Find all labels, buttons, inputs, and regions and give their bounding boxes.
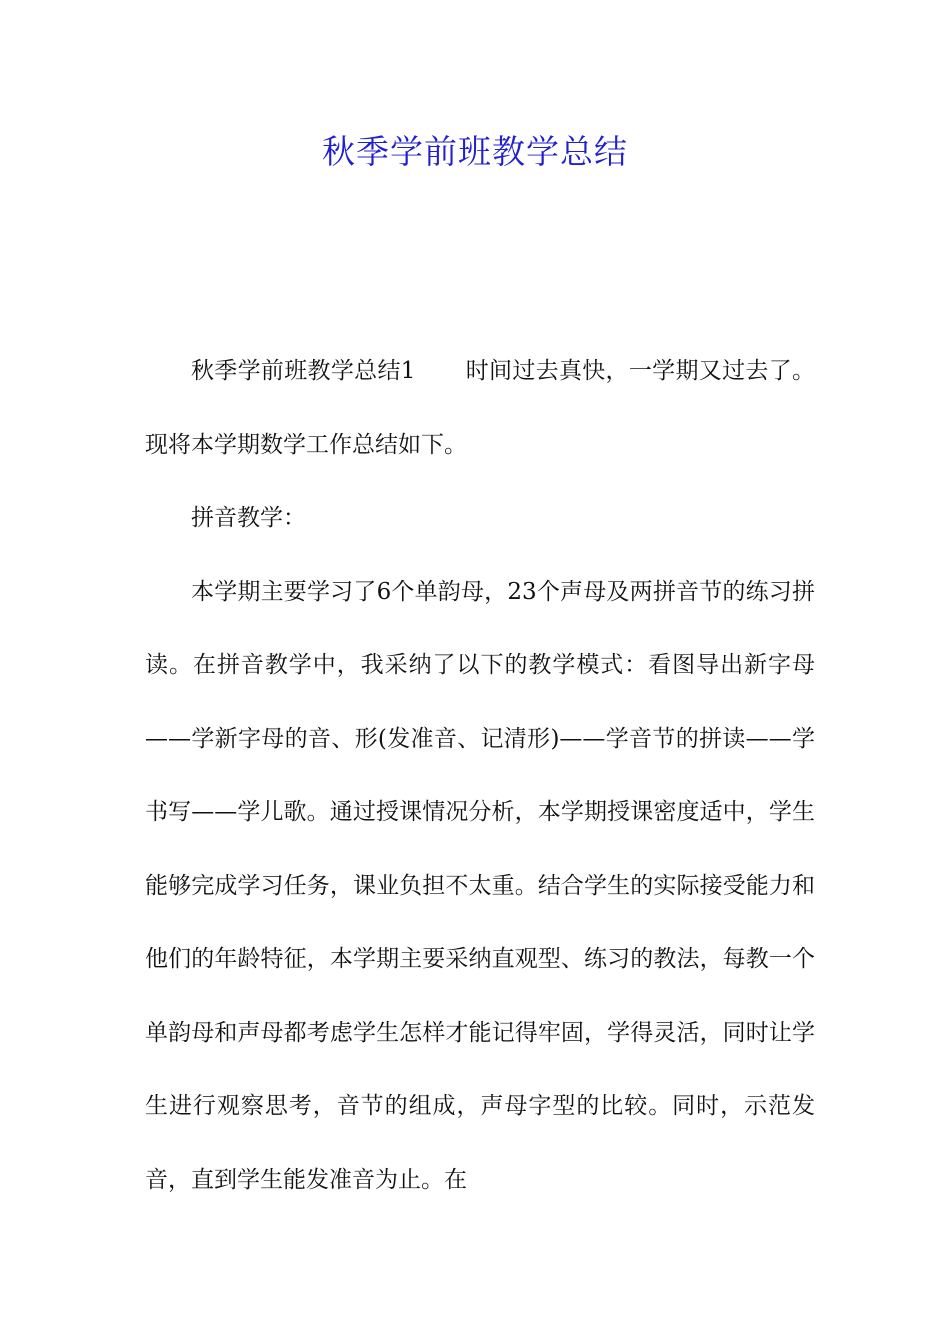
paragraph-pinyin-heading: 拼音教学： [191,505,306,531]
paragraph-text: 时间过去真快，一学期又过去了。现将本学期数学工作总结如下。 [145,358,816,458]
paragraph-pinyin-body: 本学期主要学习了6个单韵母，23个声母及两拼音节的练习拼读。在拼音教学中，我采纳了以下的教学模式：看图导出新字母——学新字母的音、形(发准音、记清形)——学音节的拼读——学书写——学儿歌。通过授课情况分析，本学期授课密度适中，学生能够完成学习任务，课业负担不太重。结合学生的实际接受能力和他们的年龄特征，本学期主要采纳直观型、练习的教法，每教一个单韵母和声母都考虑学生怎样才能记得牢固，学得灵活，同时让学生进行观察思考，音节的组成，声母字型的比较。同时，示范发音，直到学生能发准音为止。在 [145,578,815,1193]
section-heading: 秋季学前班教学总结1 [191,358,416,384]
document-body [145,335,815,1217]
paragraph-intro [145,335,815,482]
document-title: 秋季学前班教学总结 [322,132,628,171]
